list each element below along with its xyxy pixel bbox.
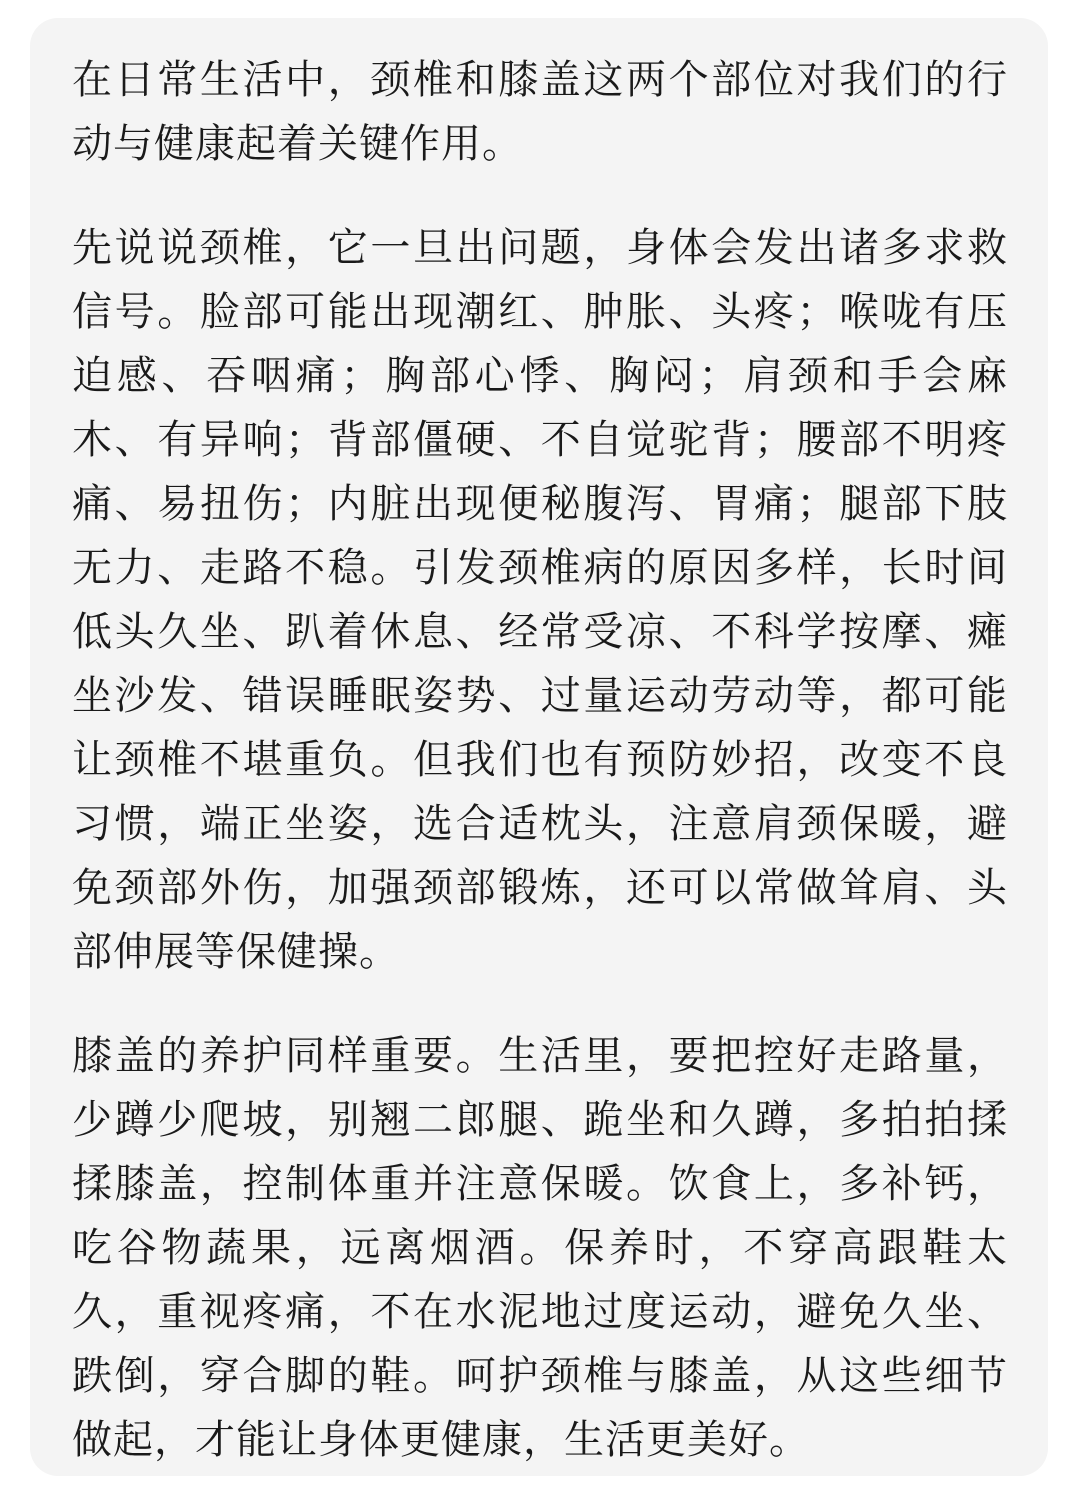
- paragraph-knee-care: 膝盖的养护同样重要。生活里，要把控好走路量，少蹲少爬坡，别翘二郎腿、跪坐和久蹲，多拍拍揉揉膝盖，控制体重并注意保暖。饮食上，多补钙，吃谷物蔬果，远离烟酒。保养时，不穿高跟鞋太久，重视疼痛，不在水泥地过度运动，避免久坐、跌倒，穿合脚的鞋。呵护颈椎与膝盖，从这些细节做起，才能让身体更健康，生活更美好。: [72, 1033, 1008, 1463]
- paragraph-intro: 在日常生活中，颈椎和膝盖这两个部位对我们的行动与健康起着关键作用。: [72, 57, 1008, 167]
- paragraph-spacer: [72, 176, 1008, 216]
- article-card: [30, 18, 1048, 1476]
- paragraph-spacer: [72, 984, 1008, 1024]
- paragraph-cervical-spine: 先说说颈椎，它一旦出问题，身体会发出诸多求救信号。脸部可能出现潮红、肿胀、头疼；喉咙有压迫感、吞咽痛；胸部心悸、胸闷；肩颈和手会麻木、有异响；背部僵硬、不自觉驼背；腰部不明疼痛、易扭伤；内脏出现便秘腹泻、胃痛；腿部下肢无力、走路不稳。引发颈椎病的原因多样，长时间低头久坐、趴着休息、经常受凉、不科学按摩、瘫坐沙发、错误睡眠姿势、过量运动劳动等，都可能让颈椎不堪重负。但我们也有预防妙招，改变不良习惯，端正坐姿，选合适枕头，注意肩颈保暖，避免颈部外伤，加强颈部锻炼，还可以常做耸肩、头部伸展等保健操。: [72, 225, 1008, 975]
